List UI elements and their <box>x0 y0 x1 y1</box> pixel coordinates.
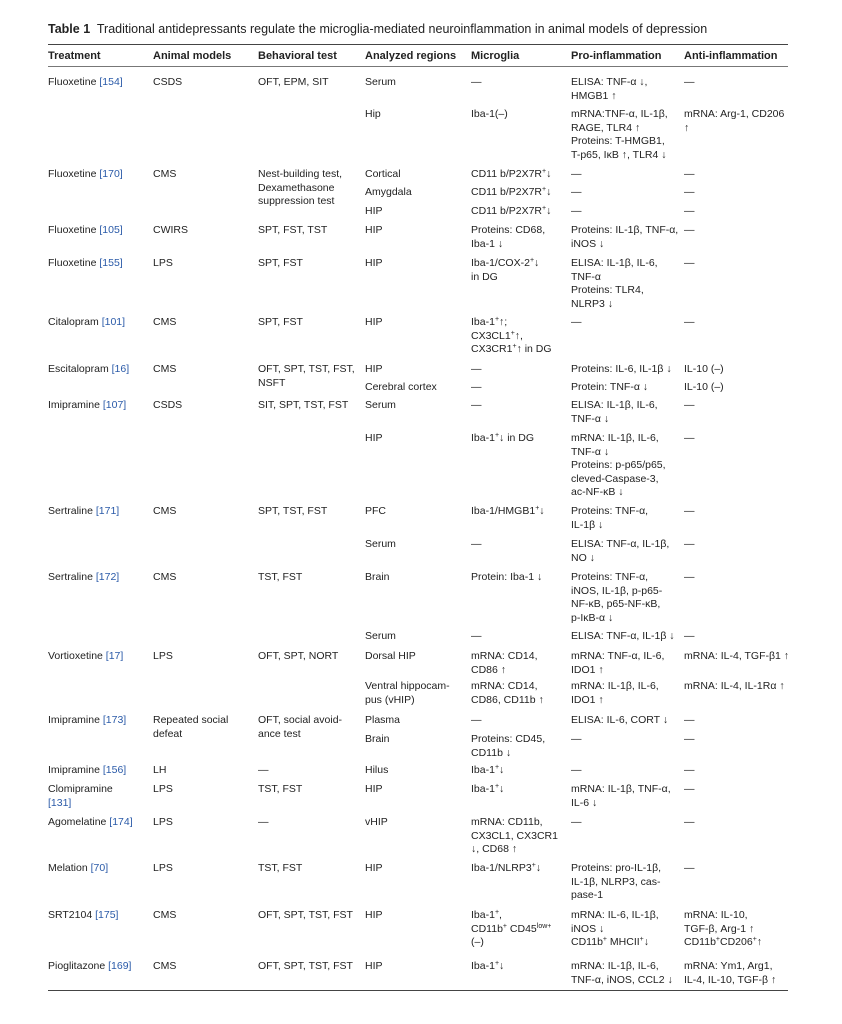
table-label: Table 1 <box>48 22 91 36</box>
cell-behavioral-test: SPT, FST <box>258 316 303 328</box>
cell-analyzed-region: Dorsal HIP <box>365 650 416 662</box>
cell-microglia: — <box>471 538 482 550</box>
cell-microglia: Iba-1+, CD11b+ $CD45^{low+}$ (–) <box>471 909 552 949</box>
header-anti-inflammation: Anti-inflammation <box>684 50 778 62</box>
cell-microglia: Iba-1/COX-2+↓ in DG <box>471 257 540 283</box>
cell-animal-model: Repeated social defeat <box>153 714 229 740</box>
cell-analyzed-region: Ventral hippocam- pus (vHIP) <box>365 680 450 706</box>
header-analyzed-regions: Analyzed regions <box>365 50 457 62</box>
cell-pro-inflammation: mRNA: IL-1β, IL-6, IDO1 ↑ <box>571 680 659 706</box>
cell-anti-inflammation: — <box>684 316 695 328</box>
citation-ref[interactable]: [170] <box>99 168 123 180</box>
cell-treatment: Fluoxetine [170] <box>48 168 123 180</box>
cell-analyzed-region: Serum <box>365 630 396 642</box>
citation-ref[interactable]: [17] <box>105 650 124 662</box>
citation-ref[interactable]: [70] <box>90 862 109 874</box>
citation-ref[interactable]: [131] <box>48 796 72 809</box>
cell-behavioral-test: SPT, TST, FST <box>258 505 328 517</box>
cell-microglia: CD11 b/P2X7R+↓ <box>471 205 552 217</box>
cell-microglia: Iba-1+↓ <box>471 764 505 776</box>
cell-anti-inflammation: — <box>684 168 695 180</box>
cell-anti-inflammation: mRNA: Ym1, Arg1, IL-4, IL-10, TGF-β ↑ <box>684 960 777 986</box>
cell-anti-inflammation: — <box>684 399 695 411</box>
cell-anti-inflammation: — <box>684 257 695 269</box>
cell-anti-inflammation: mRNA: IL-10, TGF-β, Arg-1 ↑ CD11b+CD206+↑ <box>684 909 763 949</box>
cell-microglia: mRNA: CD14, CD86, CD11b ↑ <box>471 680 544 706</box>
header-treatment: Treatment <box>48 50 101 62</box>
cell-treatment: Imipramine [173] <box>48 714 127 726</box>
table-caption <box>48 22 808 37</box>
cell-microglia: — <box>471 399 482 411</box>
cell-treatment: Melation [70] <box>48 862 109 874</box>
cell-animal-model: CMS <box>153 909 177 921</box>
cell-pro-inflammation: mRNA: IL-6, IL-1β, iNOS ↓ CD11b+ MHCII+↓ <box>571 909 659 949</box>
citation-ref[interactable]: [171] <box>95 505 120 517</box>
cell-anti-inflammation: — <box>684 538 695 550</box>
citation-ref[interactable]: [101] <box>101 316 126 328</box>
cell-treatment: Fluoxetine [155] <box>48 257 123 269</box>
cell-treatment: Fluoxetine [154] <box>48 76 123 88</box>
cell-pro-inflammation: — <box>571 733 582 745</box>
cell-pro-inflammation: ELISA: TNF-α, IL-1β ↓ <box>571 630 675 642</box>
cell-pro-inflammation: — <box>571 816 582 828</box>
cell-treatment: Sertraline [171] <box>48 505 120 517</box>
cell-pro-inflammation: Proteins: IL-1β, TNF-α, iNOS ↓ <box>571 224 679 250</box>
cell-anti-inflammation: — <box>684 205 695 217</box>
cell-pro-inflammation: ELISA: IL-1β, IL-6, TNF-α ↓ <box>571 399 658 425</box>
cell-analyzed-region: HIP <box>365 862 383 874</box>
cell-analyzed-region: Cerebral cortex <box>365 381 437 393</box>
cell-analyzed-region: HIP <box>365 257 383 269</box>
table-title: Traditional antidepressants regulate the microglia-mediated neuroinflammation in animal models of depression <box>96 22 708 36</box>
cell-analyzed-region: vHIP <box>365 816 388 828</box>
cell-animal-model: LPS <box>153 816 173 828</box>
cell-behavioral-test: Nest-building test, Dexamethasone suppression test <box>258 168 343 208</box>
cell-treatment: Agomelatine [174] <box>48 816 133 828</box>
cell-microglia: Protein: Iba-1 ↓ <box>471 571 543 583</box>
cell-analyzed-region: Plasma <box>365 714 401 726</box>
citation-ref[interactable]: [173] <box>102 714 127 726</box>
cell-microglia: Proteins: CD68, Iba-1 ↓ <box>471 224 546 250</box>
cell-microglia: CD11 b/P2X7R+↓ <box>471 186 552 198</box>
cell-pro-inflammation: — <box>571 205 582 217</box>
top-rule <box>48 44 788 45</box>
cell-microglia: — <box>471 76 482 88</box>
cell-treatment: Imipramine [156] <box>48 764 127 776</box>
cell-anti-inflammation: — <box>684 764 695 776</box>
cell-behavioral-test: SPT, FST, TST <box>258 224 328 236</box>
cell-pro-inflammation: Protein: TNF-α ↓ <box>571 381 649 393</box>
cell-pro-inflammation: ELISA: IL-1β, IL-6, TNF-α Proteins: TLR4, NLRP3 ↓ <box>571 257 658 310</box>
cell-animal-model: CMS <box>153 363 177 375</box>
cell-microglia: — <box>471 630 482 642</box>
cell-pro-inflammation: mRNA:TNF-α, IL-1β, RAGE, TLR4 ↑ Proteins: T-HMGB1, T-p65, IκB ↑, TLR4 ↓ <box>571 108 668 161</box>
cell-pro-inflammation: ELISA: TNF-α, IL-1β, NO ↓ <box>571 538 670 564</box>
cell-anti-inflammation: — <box>684 783 695 795</box>
cell-behavioral-test: SIT, SPT, TST, FST <box>258 399 349 411</box>
cell-pro-inflammation: — <box>571 168 582 180</box>
cell-treatment: Vortioxetine [17] <box>48 650 124 662</box>
cell-microglia: CD11 b/P2X7R+↓ <box>471 168 552 180</box>
cell-animal-model: LPS <box>153 650 173 662</box>
cell-analyzed-region: Brain <box>365 571 390 583</box>
cell-anti-inflammation: mRNA: Arg-1, CD206 ↑ <box>684 108 785 134</box>
cell-animal-model: CMS <box>153 571 177 583</box>
cell-anti-inflammation: — <box>684 571 695 583</box>
cell-analyzed-region: PFC <box>365 505 386 517</box>
cell-pro-inflammation: — <box>571 316 582 328</box>
cell-treatment: Clomipramine [131] <box>48 783 113 809</box>
cell-animal-model: CMS <box>153 505 177 517</box>
header-pro-inflammation: Pro-inflammation <box>571 50 662 62</box>
header-behavioral-test: Behavioral test <box>258 50 337 62</box>
citation-ref[interactable]: [155] <box>99 257 123 269</box>
cell-microglia: Proteins: CD45, CD11b ↓ <box>471 733 546 759</box>
cell-anti-inflammation: — <box>684 733 695 745</box>
cell-pro-inflammation: Proteins: TNF-α, iNOS, IL-1β, p-p65- NF-κB, p65-NF-κB, p-IκB-α ↓ <box>571 571 663 624</box>
cell-pro-inflammation: mRNA: TNF-α, IL-6, IDO1 ↑ <box>571 650 665 676</box>
cell-animal-model: CSDS <box>153 399 183 411</box>
cell-animal-model: CMS <box>153 960 177 972</box>
cell-anti-inflammation: — <box>684 186 695 198</box>
cell-anti-inflammation: — <box>684 76 695 88</box>
cell-animal-model: LH <box>153 764 167 776</box>
cell-anti-inflammation: mRNA: IL-4, IL-1Rα ↑ <box>684 680 785 692</box>
cell-microglia: Iba-1(–) <box>471 108 508 120</box>
cell-anti-inflammation: — <box>684 816 695 828</box>
cell-behavioral-test: TST, FST <box>258 783 303 795</box>
cell-microglia: — <box>471 363 482 375</box>
header-animal-models: Animal models <box>153 50 232 62</box>
cell-analyzed-region: HIP <box>365 909 383 921</box>
cell-animal-model: CSDS <box>153 76 183 88</box>
cell-pro-inflammation: — <box>571 764 582 776</box>
cell-anti-inflammation: — <box>684 432 695 444</box>
cell-behavioral-test: OFT, SPT, NORT <box>258 650 339 662</box>
cell-pro-inflammation: Proteins: IL-6, IL-1β ↓ <box>571 363 672 375</box>
cell-analyzed-region: HIP <box>365 783 383 795</box>
cell-microglia: Iba-1/HMGB1+↓ <box>471 505 545 517</box>
cell-behavioral-test: TST, FST <box>258 862 303 874</box>
cell-behavioral-test: — <box>258 764 269 776</box>
cell-analyzed-region: Hip <box>365 108 381 120</box>
cell-analyzed-region: HIP <box>365 316 383 328</box>
header-rule <box>48 66 788 67</box>
cell-behavioral-test: SPT, FST <box>258 257 303 269</box>
cell-treatment: Citalopram [101] <box>48 316 126 328</box>
cell-animal-model: CMS <box>153 168 177 180</box>
cell-analyzed-region: HIP <box>365 960 383 972</box>
bottom-rule <box>48 990 788 991</box>
cell-pro-inflammation: ELISA: IL-6, CORT ↓ <box>571 714 669 726</box>
citation-ref[interactable]: [175] <box>95 909 119 921</box>
citation-ref[interactable]: [156] <box>102 764 127 776</box>
cell-behavioral-test: OFT, EPM, SIT <box>258 76 329 88</box>
cell-pro-inflammation: mRNA: IL-1β, IL-6, TNF-α ↓ Proteins: p-p65/p65, cleved-Caspase-3, ac-NF-κB ↓ <box>571 432 666 499</box>
cell-treatment: Sertraline [172] <box>48 571 120 583</box>
cell-anti-inflammation: — <box>684 224 695 236</box>
cell-microglia: Iba-1+↑; CX3CL1+↑, CX3CR1+↑ in DG <box>471 316 552 356</box>
cell-analyzed-region: Serum <box>365 399 396 411</box>
cell-analyzed-region: Serum <box>365 538 396 550</box>
cell-microglia: mRNA: CD11b, CX3CL1, CX3CR1 ↓, CD68 ↑ <box>471 816 558 856</box>
cell-anti-inflammation: mRNA: IL-4, TGF-β1 ↑ <box>684 650 790 662</box>
cell-pro-inflammation: Proteins: pro-IL-1β, IL-1β, NLRP3, cas- pase-1 <box>571 862 662 902</box>
cell-treatment: Fluoxetine [105] <box>48 224 123 236</box>
citation-ref[interactable]: [169] <box>108 960 132 972</box>
citation-ref[interactable]: [174] <box>109 816 133 828</box>
cell-animal-model: CMS <box>153 316 177 328</box>
cell-pro-inflammation: mRNA: IL-1β, TNF-α, IL-6 ↓ <box>571 783 671 809</box>
cell-analyzed-region: HIP <box>365 432 383 444</box>
cell-treatment: Pioglitazone [169] <box>48 960 132 972</box>
citation-ref[interactable]: [107] <box>102 399 127 411</box>
cell-behavioral-test: OFT, SPT, TST, FST <box>258 909 353 921</box>
cell-microglia: Iba-1/NLRP3+↓ <box>471 862 542 874</box>
citation-ref[interactable]: [154] <box>99 76 123 88</box>
cell-analyzed-region: Hilus <box>365 764 389 776</box>
cell-analyzed-region: Serum <box>365 76 396 88</box>
cell-analyzed-region: Brain <box>365 733 390 745</box>
cell-pro-inflammation: ELISA: TNF-α ↓, HMGB1 ↑ <box>571 76 648 102</box>
cell-anti-inflammation: IL-10 (–) <box>684 363 724 375</box>
cell-microglia: Iba-1+↓ in DG <box>471 432 535 444</box>
citation-ref[interactable]: [105] <box>99 224 123 236</box>
cell-pro-inflammation: Proteins: TNF-α, IL-1β ↓ <box>571 505 649 531</box>
cell-behavioral-test: OFT, SPT, TST, FST, NSFT <box>258 363 355 389</box>
cell-behavioral-test: TST, FST <box>258 571 303 583</box>
cell-microglia: mRNA: CD14, CD86 ↑ <box>471 650 538 676</box>
cell-treatment: Imipramine [107] <box>48 399 127 411</box>
cell-analyzed-region: HIP <box>365 224 383 236</box>
cell-animal-model: LPS <box>153 862 173 874</box>
citation-ref[interactable]: [16] <box>111 363 130 375</box>
cell-treatment: Escitalopram [16] <box>48 363 130 375</box>
cell-microglia: Iba-1+↓ <box>471 960 505 972</box>
cell-anti-inflammation: — <box>684 505 695 517</box>
cell-animal-model: CWIRS <box>153 224 188 236</box>
cell-microglia: — <box>471 381 482 393</box>
cell-analyzed-region: HIP <box>365 363 383 375</box>
cell-anti-inflammation: — <box>684 714 695 726</box>
header-microglia: Microglia <box>471 50 520 62</box>
cell-microglia: — <box>471 714 482 726</box>
cell-treatment: SRT2104 [175] <box>48 909 119 921</box>
cell-analyzed-region: HIP <box>365 205 383 217</box>
cell-anti-inflammation: IL-10 (–) <box>684 381 724 393</box>
cell-behavioral-test: OFT, SPT, TST, FST <box>258 960 353 972</box>
cell-microglia: Iba-1+↓ <box>471 783 505 795</box>
cell-animal-model: LPS <box>153 257 173 269</box>
cell-pro-inflammation: — <box>571 186 582 198</box>
cell-behavioral-test: — <box>258 816 269 828</box>
citation-ref[interactable]: [172] <box>95 571 120 583</box>
cell-anti-inflammation: — <box>684 630 695 642</box>
cell-analyzed-region: Amygdala <box>365 186 412 198</box>
cell-anti-inflammation: — <box>684 862 695 874</box>
cell-pro-inflammation: mRNA: IL-1β, IL-6, TNF-α, iNOS, CCL2 ↓ <box>571 960 673 986</box>
cell-analyzed-region: Cortical <box>365 168 401 180</box>
cell-animal-model: LPS <box>153 783 173 795</box>
cell-behavioral-test: OFT, social avoid- ance test <box>258 714 343 740</box>
